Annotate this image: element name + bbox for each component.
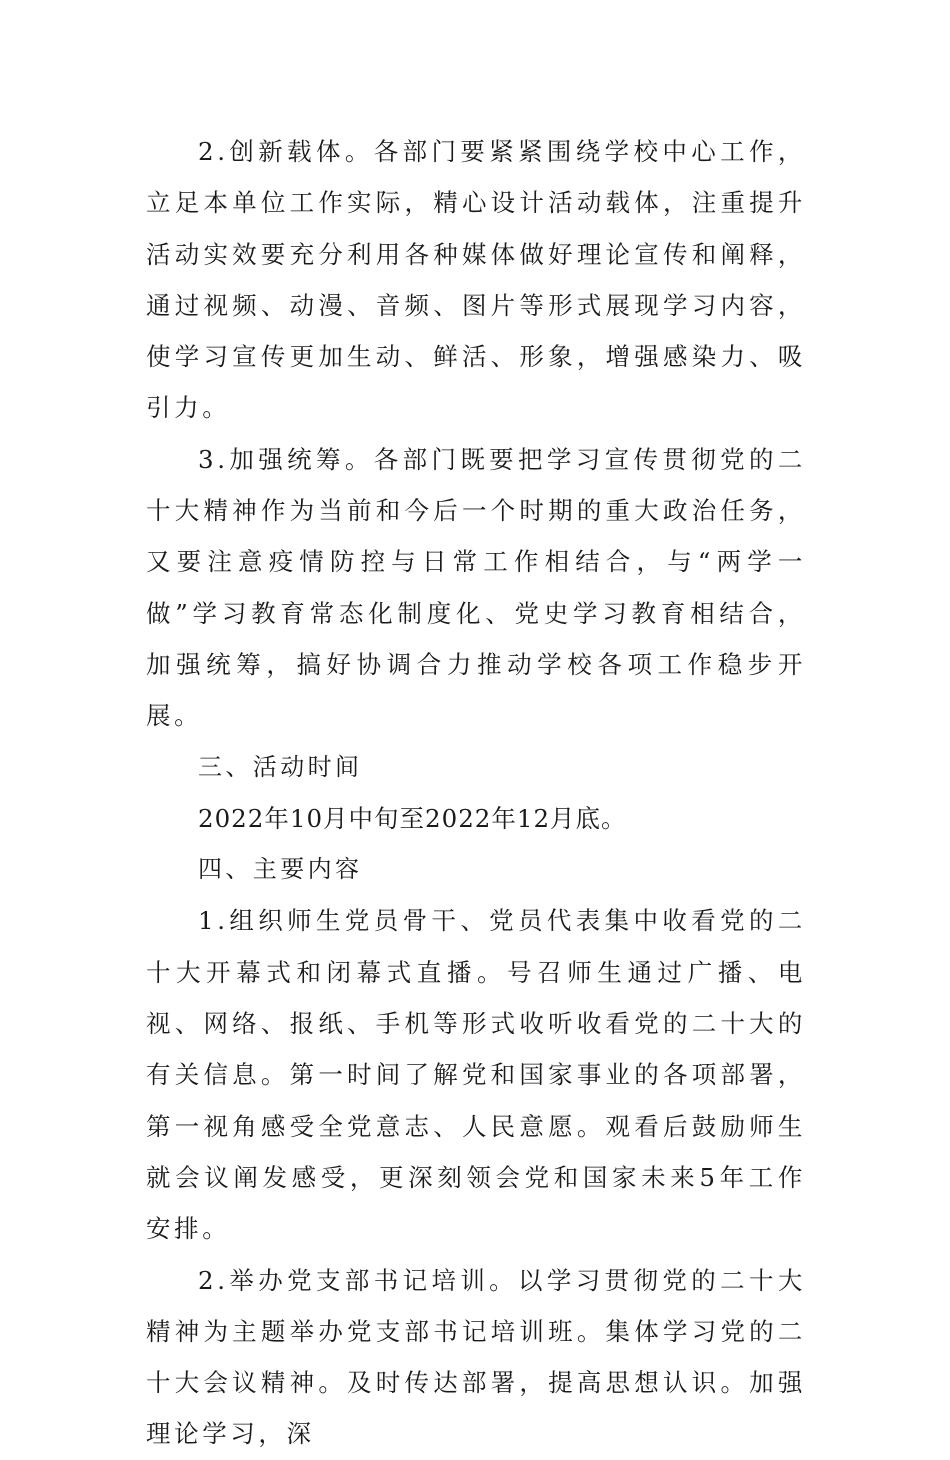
paragraph-secretary-training: 2.举办党支部书记培训。以学习贯彻党的二十大精神为主题举办党支部书记培训班。集体学习党的二十大会议精神。及时传达部署，提高思想认识。加强理论学习，深 (146, 1265, 806, 1449)
paragraph-strengthen-coordination: 3.加强统筹。各部门既要把学习宣传贯彻党的二十大精神作为当前和今后一个时期的重大政治任务，又要注意疫情防控与日常工作相结合，与“两学一做”学习教育常态化制度化、党史学习教育相结合，加强统筹，搞好协调合力推动学校各项工作稳步开展。 (146, 444, 806, 731)
paragraph-watch-broadcast: 1.组织师生党员骨干、党员代表集中收看党的二十大开幕式和闭幕式直播。号召师生通过广播、电视、网络、报纸、手机等形式收听收看党的二十大的有关信息。第一时间了解党和国家事业的各项部署，第一视角感受全党意志、人民意愿。观看后鼓励师生就会议阐发感受，更深刻领会党和国家未来5年工作安排。 (146, 906, 806, 1244)
section-heading-main-content: 四、主要内容 (198, 855, 363, 884)
document-body (146, 126, 806, 1460)
activity-date-range: 2022年10月中旬至2022年12月底。 (198, 803, 627, 833)
paragraph-innovate-carrier: 2.创新载体。各部门要紧紧围绕学校中心工作，立足本单位工作实际，精心设计活动载体，注重提升活动实效要充分利用各种媒体做好理论宣传和阐释，通过视频、动漫、音频、图片等形式展现学习内容，使学习宣传更加生动、鲜活、形象，增强感染力、吸引力。 (146, 137, 806, 423)
section-heading-activity-time: 三、活动时间 (198, 752, 363, 781)
